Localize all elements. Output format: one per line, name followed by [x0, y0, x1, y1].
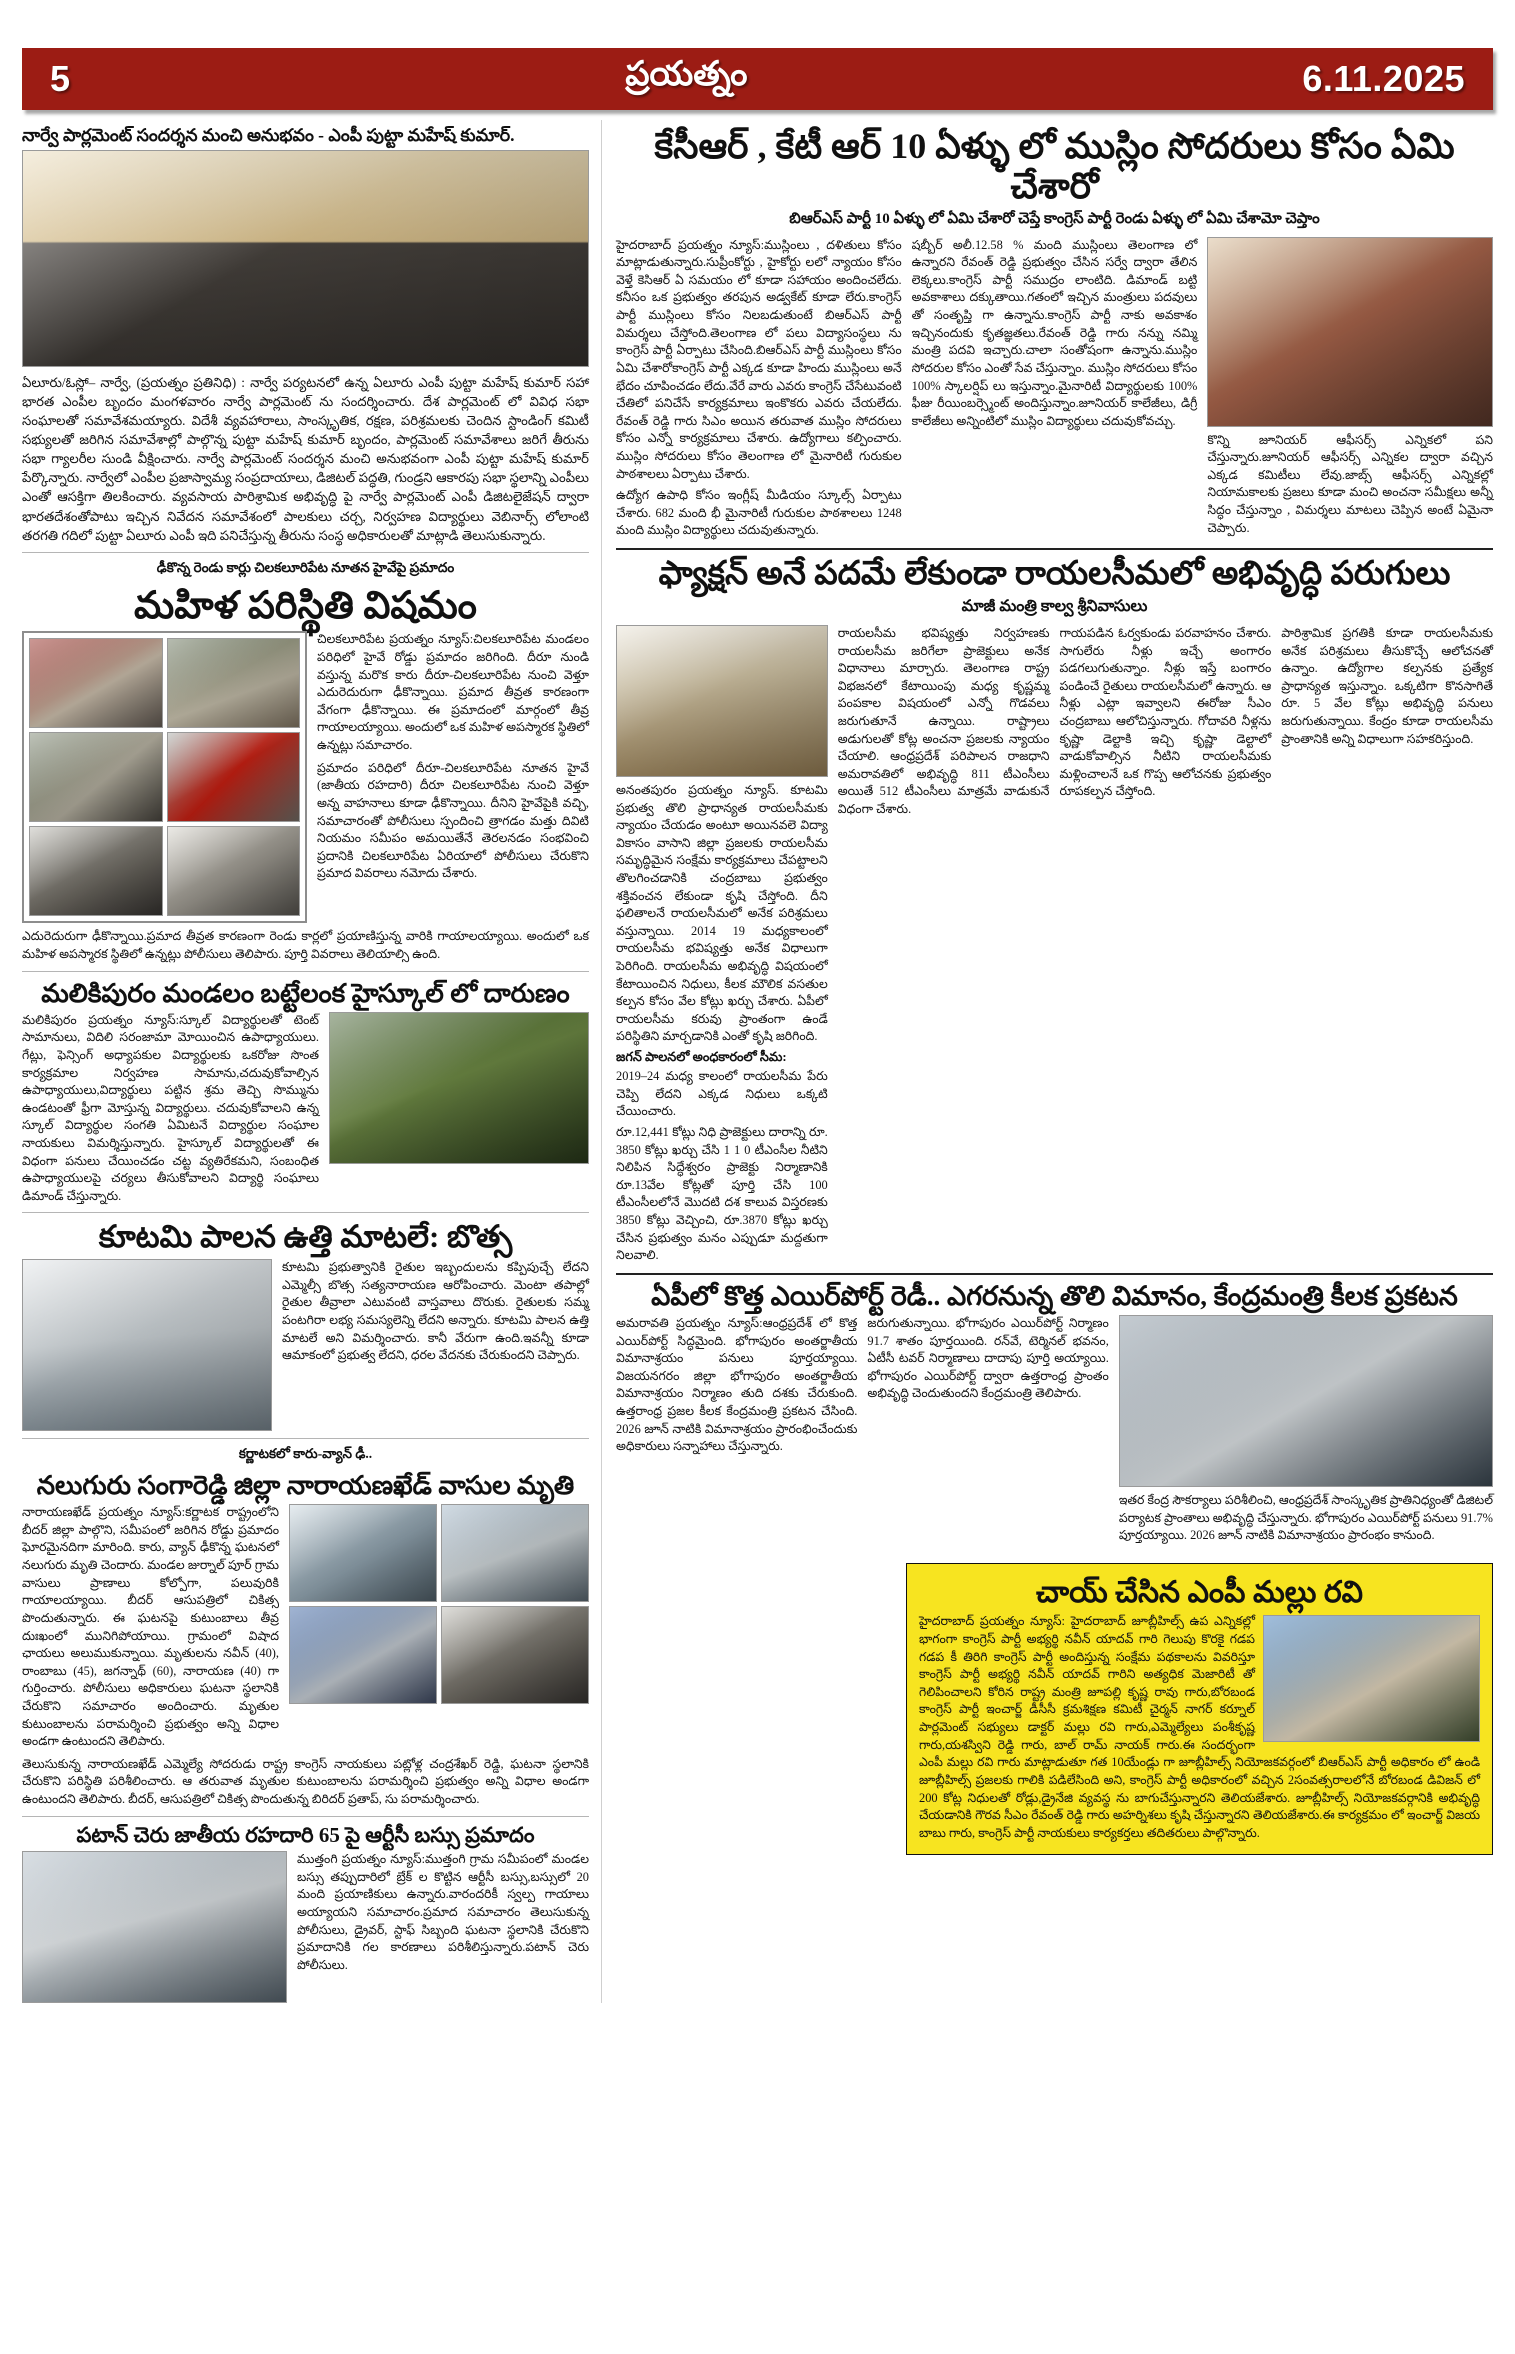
kcr-col1: హైదరాబాద్ ప్రయత్నం న్యూస్:ముస్లింలు , దళితులు కోసం మాట్లాడుతున్నారు.సుప్రీంకోర్టు , హైకోర్టు లలో న్యాయం కోసం వెళ్తే కెసిఆర్ ఏ సమయం లో కూడా సహాయం అందించలేదు. కనీసం ఒక ప్రభుత్వం తరపున అడ్వకేట్ కూడా లేరు.కాంగ్రెస్ పార్టీ ముస్లింలు కోసం నిలబడుతుంటే బిఆర్ఎస్ పార్టీ విమర్శలు చేస్తోంది.తెలంగాణ లో పలు విద్యాసంస్థలు ను కాంగ్రెస్ పార్టీ ఏర్పాటు చేసింది.బిఆర్ఎస్ పార్టీ ముస్లింలు కోసం ఏమి చేశారోకాంగ్రెస్ పార్టీ ఎక్కడ కూడా హిందు ముస్లింలు అనే భేదం చూపించడం లేదు.వేరే వారు ఎవరు కాంగ్రెస్ చేసేటువంటి చేతిలో పనిచేసే కార్యక్రమాలు ఇంకొకరు ఎవరు చేయలేదు. రేవంత్ రెడ్డి గారు సిఎం అయిన తరువాత ముస్లిం సోదరులు కోసం ఎన్నో కార్యక్రమాలు చేశారు. ఉద్యోగాలు కల్పించారు. ముస్లిం సోదరులు కోసం తెలంగాణ లో మైనారిటీ గురుకుల పాఠశాలలు ఏర్పాటు చేశారు.	[616, 237, 902, 481]
kcr-headline: కేసీఆర్ , కేటీ ఆర్ 10 ఏళ్ళు లో ముస్లిం సోదరులు కోసం ఏమి చేశారో	[654, 126, 1455, 207]
newspaper-page	[0, 48, 1515, 2354]
norway-delegation-photo	[22, 150, 589, 367]
accident-photo-3	[29, 732, 163, 822]
norway-headline: నార్వే పార్లమెంట్ సందర్శన మంచి అనుభవం - ఎంపీ పుట్టా మహేష్ కుమార్.	[22, 125, 515, 145]
school-photo	[329, 1012, 589, 1164]
article-kcr	[616, 126, 1493, 540]
article-airport	[616, 1281, 1493, 1545]
airport-col2: జరుగుతున్నాయి. భోగాపురం ఎయిర్‌పోర్ట్ నిర్మాణం 91.7 శాతం పూర్తయింది. రన్‌వే, టెర్మినల్ భవనం, ఏటీసీ టవర్ నిర్మాణాలు దాదాపు పూర్తి అయ్యాయి. భోగాపురం ఎయిర్‌పోర్ట్ ద్వారా ఉత్తరాంధ్ర ప్రాంతం అభివృద్ధి చెందుతుందని కేంద్రమంత్రి తెలిపారు.	[867, 1316, 1109, 1401]
article-norway	[22, 126, 589, 545]
bus-headline: పటాన్ చెరు జాతీయ రహదారి 65 పై ఆర్టీసీ బస్సు ప్రమాదం	[76, 1822, 535, 1847]
rayalaseema-col2: రాయలసీమ భవిష్యత్తు నిర్వహణకు రాయలసీమ జరిగేలా ప్రాజెక్టులు అనేక విధానాలు మార్చారు. తెలంగాణ రాష్ట్ర విభజనలో కేటాయింపు మధ్య కృష్ణమ్మ పంపకాల విషయంలో ఎన్నో గొడవలు జరుగుతూనే ఉన్నాయి. రాష్ట్రాలు అడుగులతో కోట్ల అంచనా ప్రజలకు న్యాయం చేయాలి. ఆంధ్రప్రదేశ్ పరిపాలన రాజధాని అమరావతిలో అభివృద్ధి 811 టీఎంసీలు అయితే 512 టీఎంసీలు మాత్రమే వాడుకునే విధంగా చేశారు.	[837, 625, 1050, 817]
kcr-col3: కొన్ని జూనియర్ ఆఫీసర్స్ ఎన్నికలో పని చేస్తున్నారు.జూనియర్ ఆఫీసర్స్ ఎన్నికల ద్వారా వచ్చిన ఎక్కడ కమిటీలు లేవు.జాబ్స్ ఆఫీసర్స్ ఎన్నికల్లో నియామకాలకు ప్రజలు కూడా మంచి అంచనా సమీక్షలు అన్నీ సిద్ధం చేస్తున్నాం , విమర్శలు మాటలు చెప్పిన అంటే ఏమైనా చెప్పారు.	[1207, 432, 1494, 535]
women-body-left: చిలకలూరిపేట ప్రయత్నం న్యూస్:చిలకలూరిపేట మండలం పరిధిలో హైవే రోడ్డు ప్రమాదం జరిగింది. దీరూ నుండి వస్తున్న మరొక కారు దీరూ-చిలకలూరిపేట నుంచి వెళ్తూ ఎదురెదురుగా ఢీకొన్నాయి. ప్రమాద తీవ్రత కారణంగా వేగంగా ఢీకొన్నాయి. ఈ ప్రమాదంలో మార్గంలో తీవ్ర గాయాలయ్యాయి. అందులో ఒక మహిళ అపస్మారక స్థితిలో ఉన్నట్లు సమాచారం.	[317, 632, 589, 753]
karnataka-body: నారాయణఖేడ్ ప్రయత్నం న్యూస్:కర్ణాటక రాష్ట్రంలోని బీదర్ జిల్లా పాల్గొని, సమీపంలో జరిగిన రోడ్డు ప్రమాదం ఘోరమైనదిగా మారింది. కారు, వ్యాన్ ఢీకొన్న ఘటనలో నలుగురు మృతి చెందారు. మండల జుర్నాల్ పూర్ గ్రామ వాసులు ప్రాణాలు కోల్పోగా, పలువురికి గాయాలయ్యాయి. బీదర్ ఆసుపత్రిలో చికిత్స పొందుతున్నారు. ఈ ఘటనపై కుటుంబాలు తీవ్ర దుఃఖంలో మునిగిపోయాయి. గ్రామంలో విషాద ఛాయలు అలుముకున్నాయి. మృతులను నవీన్ (40), రాంబాబు (45), జగన్నాథ్ (60), నారాయణ (40) గా గుర్తించారు. పోలీసులు అధికారులు ఘటనా స్థలానికి చేరుకొని సమాచారం అందించారు. మృతుల కుటుంబాలను పరామర్శించి ప్రభుత్వం అన్ని విధాల అండగా ఉంటుందని తెలిపారు.	[22, 1505, 279, 1749]
airport-officials-photo	[1119, 1315, 1493, 1487]
rayalaseema-headline: ఫ్యాక్షన్ అనే పదమే లేకుండా రాయలసీమలో అభివృద్ధి పరుగులు	[658, 555, 1451, 592]
paper-title: ప్రయత్నం	[625, 56, 748, 93]
women-body-right: ప్రమాదం పరిధిలో దీరూ-చిలకలూరిపేట నూతన హైవే (జాతీయ రహదారి) దీరూ చిలకలూరిపేట నుంచి వెళ్తూ అన్న వాహనాలు కూడా ఢీకొన్నాయి. దీనిని హైవేపైకి వచ్చి, సమాచారంతో పోలీసులు స్పందించి త్రాగడం మత్తు దివిటి నియమం సమీపం అమయితేనే తెరలనడం సంభవించి ప్రదానికి చిలకలూరిపేట ఏరియాలో పోలీసులు చేరుకొని ప్రమాద వివరాలు నమోదు చేశారు.	[317, 760, 589, 881]
karnataka-photo-1	[289, 1504, 437, 1602]
tea-headline: చాయ్ చేసిన ఎంపీ మల్లు రవి	[1036, 1575, 1363, 1609]
left-column	[22, 120, 602, 2003]
accident-photo-5	[29, 826, 163, 916]
rayalaseema-col3: గాయపడిన ఓర్వకుండు పరవాహనం చేశారు. సాగులేరు నీళ్లు ఇచ్చే అంగారం పడగలుగుతున్నాం. నీళ్లు ఇస్తే బంగారం పండించే రైతులు రాయలసీమలో ఉన్నారు. ఆ నీళ్లు ఎట్లా ఇవ్వాలని ఈరోజు సీఎం చంద్రబాబు ఆలోచిస్తున్నారు. గోదావరి నీళ్లను కృష్ణా డెల్టాకి ఇచ్చి కృష్ణా డెల్టాలో వాడుకోవాల్సిన నీటిని రాయలసీమకు మళ్లించాలనే ఒక గొప్ప ఆలోచనకు ప్రభుత్వం రూపకల్పన చేస్తోంది.	[1059, 625, 1272, 799]
school-headline: మలికిపురం మండలం బట్టేలంక హైస్కూల్ లో దారుణం	[41, 978, 570, 1008]
article-karnataka	[22, 1446, 589, 1808]
botsa-photo	[22, 1259, 272, 1431]
kcr-event-photo	[1207, 237, 1493, 427]
kcr-subhead: బిఆర్ఎస్ పార్టీ 10 ఏళ్ళు లో ఏమి చేశారో చెప్తే కాంగ్రెస్ పార్టీ రెండు ఏళ్ళు లో ఏమి చేశామో చెప్తాం	[789, 210, 1320, 227]
women-kicker: ఢీకొన్న రెండు కార్లు చిలకలూరిపేట నూతన హైవేపై ప్రమాదం	[156, 559, 455, 575]
botsa-body: కూటమి ప్రభుత్వానికి రైతుల ఇబ్బందులను కప్పిపుచ్చే లేదని ఎమ్మెల్సీ బొత్స సత్యనారాయణ ఆరోపించారు. మెంటా తపాల్లో రైతుల తీవ్రాలా ఎటువంటి వాస్తవాలు దొరుకు. రైతులకు సమ్మ పంటగిరా లభ్య సమస్యలెన్ని లేదని అన్నారు. కూటమి పాలన ఉత్తి మాటలే అని విమర్శించారు. కానీ వేరుగా ఉంది.ఇవన్నీ కూడా ఆమాకంలో ప్రభుత్వ లేదని, ధరల వేదనకు చేరుకుందని చెప్పారు.	[282, 1260, 589, 1363]
airport-headline: ఏపీలో కొత్త ఎయిర్‌పోర్ట్ రెడీ.. ఎగరనున్న తొలి విమానం, కేంద్రమంత్రి కీలక ప్రకటన	[651, 1280, 1458, 1311]
karnataka-body2: తెలుసుకున్న నారాయణఖేడ్ ఎమ్మెల్యే సోదరుడు రాష్ట్ర కాంగ్రెస్ నాయకులు పట్లోళ్ల చంద్రశేఖర్ రెడ్డి, ఘటనా స్థలానికి చేరుకొని పరిస్థితి పరిశీలించారు. ఆ తరువాత మృతుల కుటుంబాలను పరామర్శించి ప్రభుత్వం అన్ని విధాల అండగా ఉంటుందని తెలిపారు. బీదర్, ఆసుపత్రిలో చికిత్స పొందుతున్న బిరిదర్ ప్రతాప్, సు పరామర్శించారు.	[22, 1756, 589, 1807]
kalva-srinivasulu-photo	[616, 625, 828, 777]
article-tea-box	[906, 1563, 1493, 1856]
article-rayalaseema	[616, 556, 1493, 1265]
rayalaseema-subheading: జగన్ పాలనలో అంధకారంలో సీమ:	[616, 1050, 787, 1065]
accident-photo-6	[167, 826, 301, 916]
karnataka-photo-3	[289, 1606, 437, 1704]
rayalaseema-col1c: 2019–24 మధ్య కాలంలో రాయలసీమ పేరు చెప్పి లేదని ఎక్కడ నిధులు ఒక్కటి చేయించారు.	[616, 1069, 828, 1119]
women-body-full: ఎదురెదురుగా ఢీకొన్నాయి.ప్రమాద తీవ్రత కారణంగా రెండు కార్లలో ప్రయాణిస్తున్న వారికి గాయాలయ్యాయి. అందులో ఒక మహిళ అపస్మారక స్థితిలో ఉన్నట్లు పోలీసులు తెలిపారు. పూర్తి వివరాలు తెలియాల్సి ఉంది.	[22, 929, 589, 962]
karnataka-photo-2	[441, 1504, 589, 1602]
kcr-col2: షబ్బీర్ అలీ.12.58 % మంది ముస్లింలు తెలంగాణ లో ఉన్నారని రేవంత్ రెడ్డి ప్రభుత్వం చేసిన సర్వే ద్వారా తేలిన లెక్కలు.కాంగ్రెస్ పార్టీ సముద్రం లాంటిది. డిమాండ్ బట్టి అవకాశాలు దక్కుతాయి.గతంలో ఇచ్చిన మంత్రులు పదవులు తో సంతృప్తి గా ఉన్నాను.కాంగ్రెస్ పార్టీ నాకు అవకాశం ఇచ్చినందుకు కృతజ్ఞతలు.రేవంత్ రెడ్డి గారు నన్ను నమ్మి మంత్రి పదవి ఇచ్చారు.చాలా సంతోషంగా ఉన్నాను.ముస్లిం సోదరుల కోసం ఎంతో సేవ చేస్తున్నాం. ముస్లిం సోదరులు కోసం 100% స్కాలర్షిప్ లు ఇస్తున్నాం.మైనారిటీ విద్యార్థులకు 100% ఫీజు రీయింబర్స్మెంట్ అందిస్తున్నాం.జూనియర్ కాలేజీలు, డిగ్రీ కాలేజీలు అన్నింటిలో ముస్లిం విద్యార్థులు చదువుకోవచ్చు.	[911, 237, 1198, 428]
publication-date: 6.11.2025	[1302, 58, 1465, 99]
bus-body: ముత్తంగి ప్రయత్నం న్యూస్:ముత్తంగి గ్రామ సమీపంలో మండల బస్సు తప్పుదారిలో బ్రేక్ ల కొట్టిన ఆర్టీసీ బస్సు,బస్సులో 20 మంది ప్రయాణికులు ఉన్నారు.వారందరికీ స్వల్ప గాయాలు అయ్యాయని సమాచారం.ప్రమాద సమాచారం తెలుసుకున్న పోలీసులు, డ్రైవర్, స్టాఫ్ సిబ్బంది ఘటనా స్థలానికి చేరుకొని ప్రమాదానికి గల కారణాలు పరిశీలిస్తున్నారు.పటాన్ చెరు పోలీసులు.	[297, 1852, 589, 1972]
right-column	[602, 120, 1493, 2003]
rayalaseema-byline: మాజీ మంత్రి కాల్వ శ్రీనివాసులు	[961, 597, 1148, 615]
karnataka-photo-4	[441, 1606, 589, 1704]
karnataka-headline: నలుగురు సంగారెడ్డి జిల్లా నారాయణఖేడ్ వాసుల మృతి	[36, 1471, 575, 1501]
article-school	[22, 979, 589, 1206]
tea-event-photo	[1263, 1615, 1480, 1742]
article-bus	[22, 1824, 589, 2004]
rayalaseema-col4: పారిశ్రామిక ప్రగతికి కూడా రాయలసీమకు అనేక పరిశ్రమలు తీసుకొచ్చే ఆలోచనతో ఉన్నాం. ఉద్యోగాల కల్పనకు ప్రత్యేక ప్రాధాన్యత ఇస్తున్నాం. ఒక్కటిగా కొనసాగితే రూ. 5 వేల కోట్లు అభివృద్ధి పనులు జరుగుతున్నాయి. కేంద్రం కూడా రాయలసీమ ప్రాంతానికి అన్ని విధాలుగా సహకరిస్తుంది.	[1281, 625, 1493, 746]
women-headline: మహిళ పరిస్థితి విషమం	[134, 584, 477, 627]
kcr-pull1: ఉద్యోగ ఉపాధి కోసం ఇంగ్లీష్ మీడియం స్కూల్స్ ఏర్పాటు చేశారు. 682 మంది భీ మైనారిటీ గురుకుల పాఠశాలలు 1248 మంది ముస్లిం విద్యార్థులు చదువుతున్నారు.	[616, 488, 902, 538]
accident-photo-4	[167, 732, 301, 822]
accident-photo-2	[167, 638, 301, 728]
norway-body: ఏలూరు/ఓస్లో– నార్వే, (ప్రయత్నం ప్రతినిధి) : నార్వే పర్యటనలో ఉన్న ఏలూరు ఎంపీ పుట్టా మహేష్ కుమార్ సహా భారత ఎంపీల బృందం మంగళవారం నార్వే పార్లమెంట్ ను సందర్శించారు. దేశ పార్లమెంట్ లో వివిధ సభా సంఘాలతో సమావేశమయ్యారు. విదేశీ వ్యవహారాలు, సాంస్కృతిక, రక్షణ, పరిశ్రమలకు చెందిన స్టాండింగ్ కమిటీ సభ్యులతో జరిగిన సమావేశాల్లో పాల్గొన్న పుట్టా మహేష్ కుమార్ బృందం, పార్లమెంట్ సమావేశాలు జరిగే తీరును సభా గ్యాలరీల సుండి వీక్షించారు. నార్వే పార్లమెంట్ సందర్శన మంచి అనుభవంగా ఎంపీ పుట్టా మహేష్ కుమార్ పేర్కొన్నారు. నార్వేలో ఎంపీల ప్రజాస్వామ్య సంప్రదాయాలు, డిజిటల్ పద్ధతి, గుండ్రని ఆకారపు సభా స్థలాన్ని ఎంపీలు ఎంతో ఆసక్తిగా తిలకించారు. వ్యవసాయ పారిశ్రామిక అభివృద్ధి పై నార్వే పార్లమెంట్ ఎంపీ డిజిటలైజేషన్ ద్వారా భారతదేశంతోపాటు ఇచ్చిన నివేదన సమావేశంలో పాలకులు చర్చ, నిర్వహణ విద్యార్థులు వెబినార్స్ లోలాంటి తరగతి గదిలో పుట్టా ఏలూరు ఎంపీ ఇది పనిచేస్తున్న తీరును సంస్థ అధికారులతో మాట్లాడి తెలుసుకున్నారు.	[22, 374, 589, 543]
article-women-critical	[22, 560, 589, 964]
masthead	[22, 48, 1493, 110]
tea-body: హైదరాబాద్ ప్రయత్నం న్యూస్: హైదరాబాద్ జూబ్లీహిల్స్ ఉప ఎన్నికల్లో భాగంగా కాంగ్రెస్ పార్టీ అభ్యర్థి నవీన్ యాదవ్ గారి గెలుపు కొరకై గడప గడప కీ తిరిగి కాంగ్రెస్ పార్టీ అందిస్తున్న సంక్షేమ పథకాలను వివరిస్తూ కాంగ్రెస్ పార్టీ అభ్యర్థి నవీన్ యాదవ్ గారిని అత్యధిక మెజారిటీ తో గెలిపించాలని కోరిన రాష్ట్ర మంత్రి జూపల్లి కృష్ణ రావు గారు,బోరబండ కాంగ్రెస్ పార్టీ ఇంచార్జ్ డీసీసీ క్రమశిక్షణ కమిటీ చైర్మన్ నాగర్ కర్నూల్ పార్లమెంట్ సభ్యులు డాక్టర్ మల్లు రవి గారు,ఎమ్మెల్యేలు పంశీకృష్ణ గారు,యశస్విని రెడ్డి గారు, బాల్ రామ్ నాయక్ గారు.ఈ సందర్భంగా ఎంపీ మల్లు రవి గారు మాట్లాడుతూ గత 10యేండ్లు గా జూబ్లీహిల్స్ నియోజకవర్గంలో బిఆర్ఎస్ పార్టీ అధికారం లో ఉండి జూబ్లీహిల్స్ ప్రజలకు గాలికి పడిలేసింది అని, కాంగ్రెస్ పార్టీ అధికారంలో వచ్చిన 2సంవత్సరాలలోనే బోరబండ డివిజన్ లో 200 కోట్ల నిధులతో రోడ్లు,డ్రైనేజి వ్యవస్థ ను బాగుచేస్తున్నారని తెలియజేశారు. జూబ్లీహిల్స్ నియోజకవర్గానికి అభివృద్ధి చేయడానికి గౌరవ సీఎం రేవంత్ రెడ్డి గారు అహర్నిశలు కృషి చేస్తున్నారని తెలియజేశారు.ఈ కార్యక్రమం లో ఇంచార్జ్ విజయ బాబు గారు, కాంగ్రెస్ పార్టీ నాయకులు కార్యకర్తలు తదితరులు పాల్గొన్నారు.	[919, 1614, 1480, 1840]
page-columns	[22, 120, 1493, 2003]
bus-photo	[22, 1851, 287, 2003]
airport-col1: అమరావతి ప్రయత్నం న్యూస్:ఆంధ్రప్రదేశ్ లో కొత్త ఎయిర్‌పోర్ట్ సిద్ధమైంది. భోగాపురం అంతర్జాతీయ విమానాశ్రయం పనులు పూర్తయ్యాయి. విజయనగరం జిల్లా భోగాపురం అంతర్జాతీయ విమానాశ్రయం నిర్మాణం తుది దశకు చేరుకుంది. ఉత్తరాంధ్ర ప్రజల కీలక కేంద్రమంత్రి ప్రకటన చేసింది. 2026 జూన్ నాటికి విమానాశ్రయం ప్రారంభించేందుకు అధికారులు సన్నాహాలు చేస్తున్నారు.	[616, 1316, 858, 1454]
article-botsa	[22, 1220, 589, 1431]
karnataka-kicker: కర్ణాటకలో కారు-వ్యాన్ ఢీ..	[238, 1446, 373, 1462]
page-number: 5	[50, 58, 71, 99]
school-body: మలికిపురం ప్రయత్నం న్యూస్:స్కూల్ విద్యార్థులతో టెంట్ సామానులు, విదిలి సరంజామా మోయించిన ఉపాధ్యాయులు. గేట్లు, ఫెన్సింగ్ అధ్యాపకుల విద్యార్థులకు ఒకరోజు సొంత కార్యక్రమాల నిర్వహణ సామాను,చదువుకోవాల్సిన ఉపాధ్యాయులు,విద్యార్థులు పట్టిన శ్రమ తెచ్చి సొమ్మును ఉండటంతో ఫ్రీగా మోస్తున్న విద్యార్థులు. చదువుకోవాలని ఉన్న స్కూల్ విద్యార్థుల సంగతి ఏమిటనే విద్యార్థుల సంఘాల నాయకులు విమర్శిస్తున్నారు. హైస్కూల్ విద్యార్థులతో ఈ విధంగా పనులు చేయించడం చట్ట వ్యతిరేకమని, సంబంధిత ఉపాధ్యాయులపై చర్యలు తీసుకోవాలని విద్యార్థి సంఘాలు డిమాండ్ చేస్తున్నారు.	[22, 1012, 319, 1203]
rayalaseema-stats: రూ.12,441 కోట్లు నిధి ప్రాజెక్టులు దారాన్ని రూ. 3850 కోట్లు ఖర్చు చేసి 1 1 0 టీఎంసీల నీటిని నిలిపిన సిద్ధేశ్వరం ప్రాజెక్టు నిర్మాణానికి రూ.13వేల కోట్లతో పూర్తి చేసి 100 టీఎంసీలలోనే మొదటి దశ కాలువ విస్తరణకు 3850 కోట్లు వెచ్చించి, రూ.3870 కోట్లు ఖర్చు చేసిన ప్రభుత్వం మనం ఎప్పుడూ మద్దతుగా నిలవాలి.	[616, 1124, 828, 1263]
botsa-headline: కూటమి పాలన ఉత్తి మాటలే: బొత్స	[98, 1219, 513, 1255]
rayalaseema-col1: అనంతపురం ప్రయత్నం న్యూస్. కూటమి ప్రభుత్వ తొలి ప్రాధాన్యత రాయలసీమకు న్యాయం చేయడం అంటూ అయినవలె విద్యా వికాసం వాసాని జిల్లా ప్రజలకు రాయలసీమ సమృద్ధిమైన సంక్షేమ కార్యక్రమాలు చేపట్టాలని తొలగించడానికి చంద్రబాబు ప్రభుత్వం శక్తివంచన లేకుండా కృషి చేస్తోంది. దీని ఫలితాలనే రాయలసీమలో అనేక పరిశ్రమలు వస్తున్నాయి. 2014 19 మధ్యకాలంలో రాయలసీమ భవిష్యత్తు అనేక విధాలుగా పెరిగింది. రాయలసీమ అభివృద్ధి విషయంలో కేటాయించిన నిధులు, కీలక మౌలిక వసతుల కల్పన కోసం వేల కోట్లు ఖర్చు చేశారు. ఏపీలో రాయలసీమ కరువు ప్రాంతంగా ఉండే పరిస్థితిని మార్చడానికి ఎంతో కృషి జరిగింది.	[616, 782, 828, 1044]
airport-col3: ఇతర కేంద్ర సౌకర్యాలు పరిశీలించి, ఆంధ్రప్రదేశ్ సాంస్కృతిక ప్రాతినిధ్యంతో డిజిటల్ పర్యాటక ప్రాంతాలు అభివృద్ధి చేస్తున్నారు. భోగాపురం ఎయిర్‌పోర్ట్ పనులు 91.7% పూర్తయ్యాయి. 2026 జూన్ నాటికి విమానాశ్రయం ప్రారంభం కానుంది.	[1118, 1493, 1493, 1543]
accident-photo-1	[29, 638, 163, 728]
